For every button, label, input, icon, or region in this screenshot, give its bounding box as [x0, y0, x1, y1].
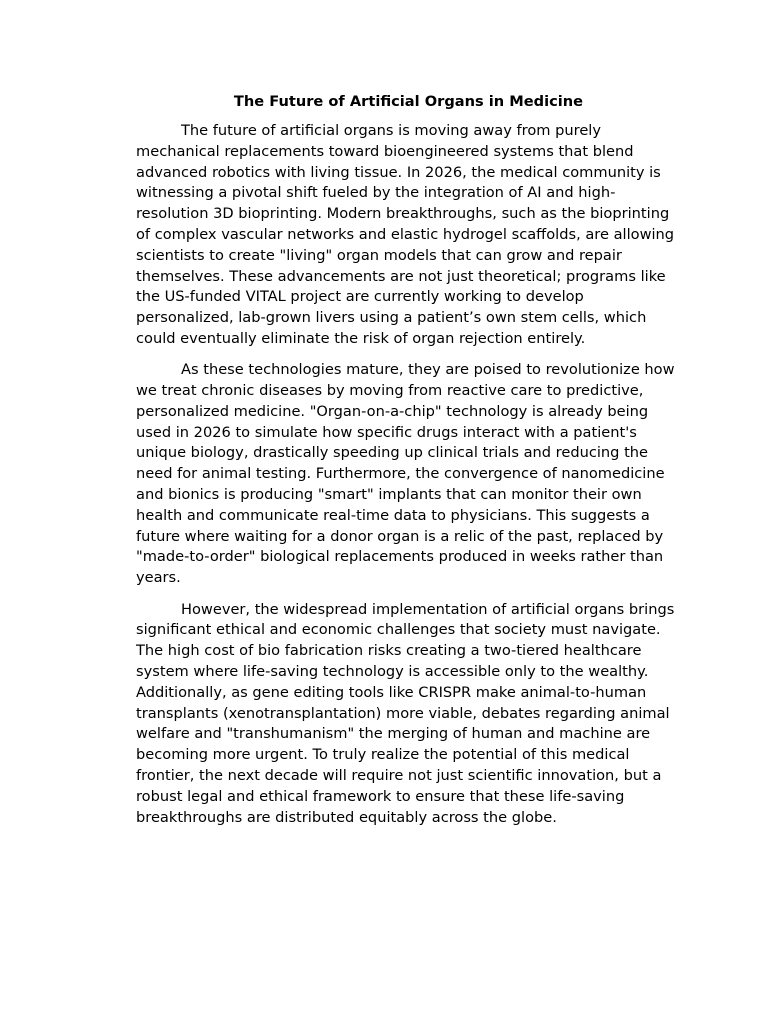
paragraph-2: As these technologies mature, they are poised to revolutionize how we treat chronic diseases by moving from reactive care to predictive, personalized medicine. "Organ-on-a-chip" technology is already being used in 2026 to simulate how specific drugs interact with a patient's unique biology, drastically speeding up clinical trials and reducing the need for animal testing. Furthermore, the convergence of nanomedicine and bionics is producing "smart" implants that can monitor their own health and communicate real-time data to physicians. This suggests a future where waiting for a donor organ is a relic of the past, replaced by "made-to-order" biological replacements produced in weeks rather than years. — [136, 361, 675, 587]
paragraph-3: However, the widespread implementation of artificial organs brings significant ethical and economic challenges that society must navigate. The high cost of bio fabrication risks creating a two-tiered healthcare system where life-saving technology is accessible only to the wealthy. Additionally, as gene editing tools like CRISPR make animal-to-human transplants (xenotransplantation) more viable, debates regarding animal welfare and "transhumanism" the merging of human and machine are becoming more urgent. To truly realize the potential of this medical frontier, the next decade will require not just scientific innovation, but a robust legal and ethical framework to ensure that these life-saving breakthroughs are distributed equitably across the globe. — [136, 600, 675, 826]
document-title: The Future of Artificial Organs in Medicine — [233, 93, 584, 110]
document-page — [136, 92, 681, 839]
paragraph-1: The future of artificial organs is moving away from purely mechanical replacements toward bioengineered systems that blend advanced robotics with living tissue. In 2026, the medical community is witnessing a pivotal shift fueled by the integration of AI and high-resolution 3D bioprinting. Modern breakthroughs, such as the bioprinting of complex vascular networks and elastic hydrogel scaffolds, are allowing scientists to create "living" organ models that can grow and repair themselves. These advancements are not just theoretical; programs like the US-funded VITAL project are currently working to develop personalized, lab-grown livers using a patient’s own stem cells, which could eventually eliminate the risk of organ rejection entirely. — [136, 122, 675, 347]
